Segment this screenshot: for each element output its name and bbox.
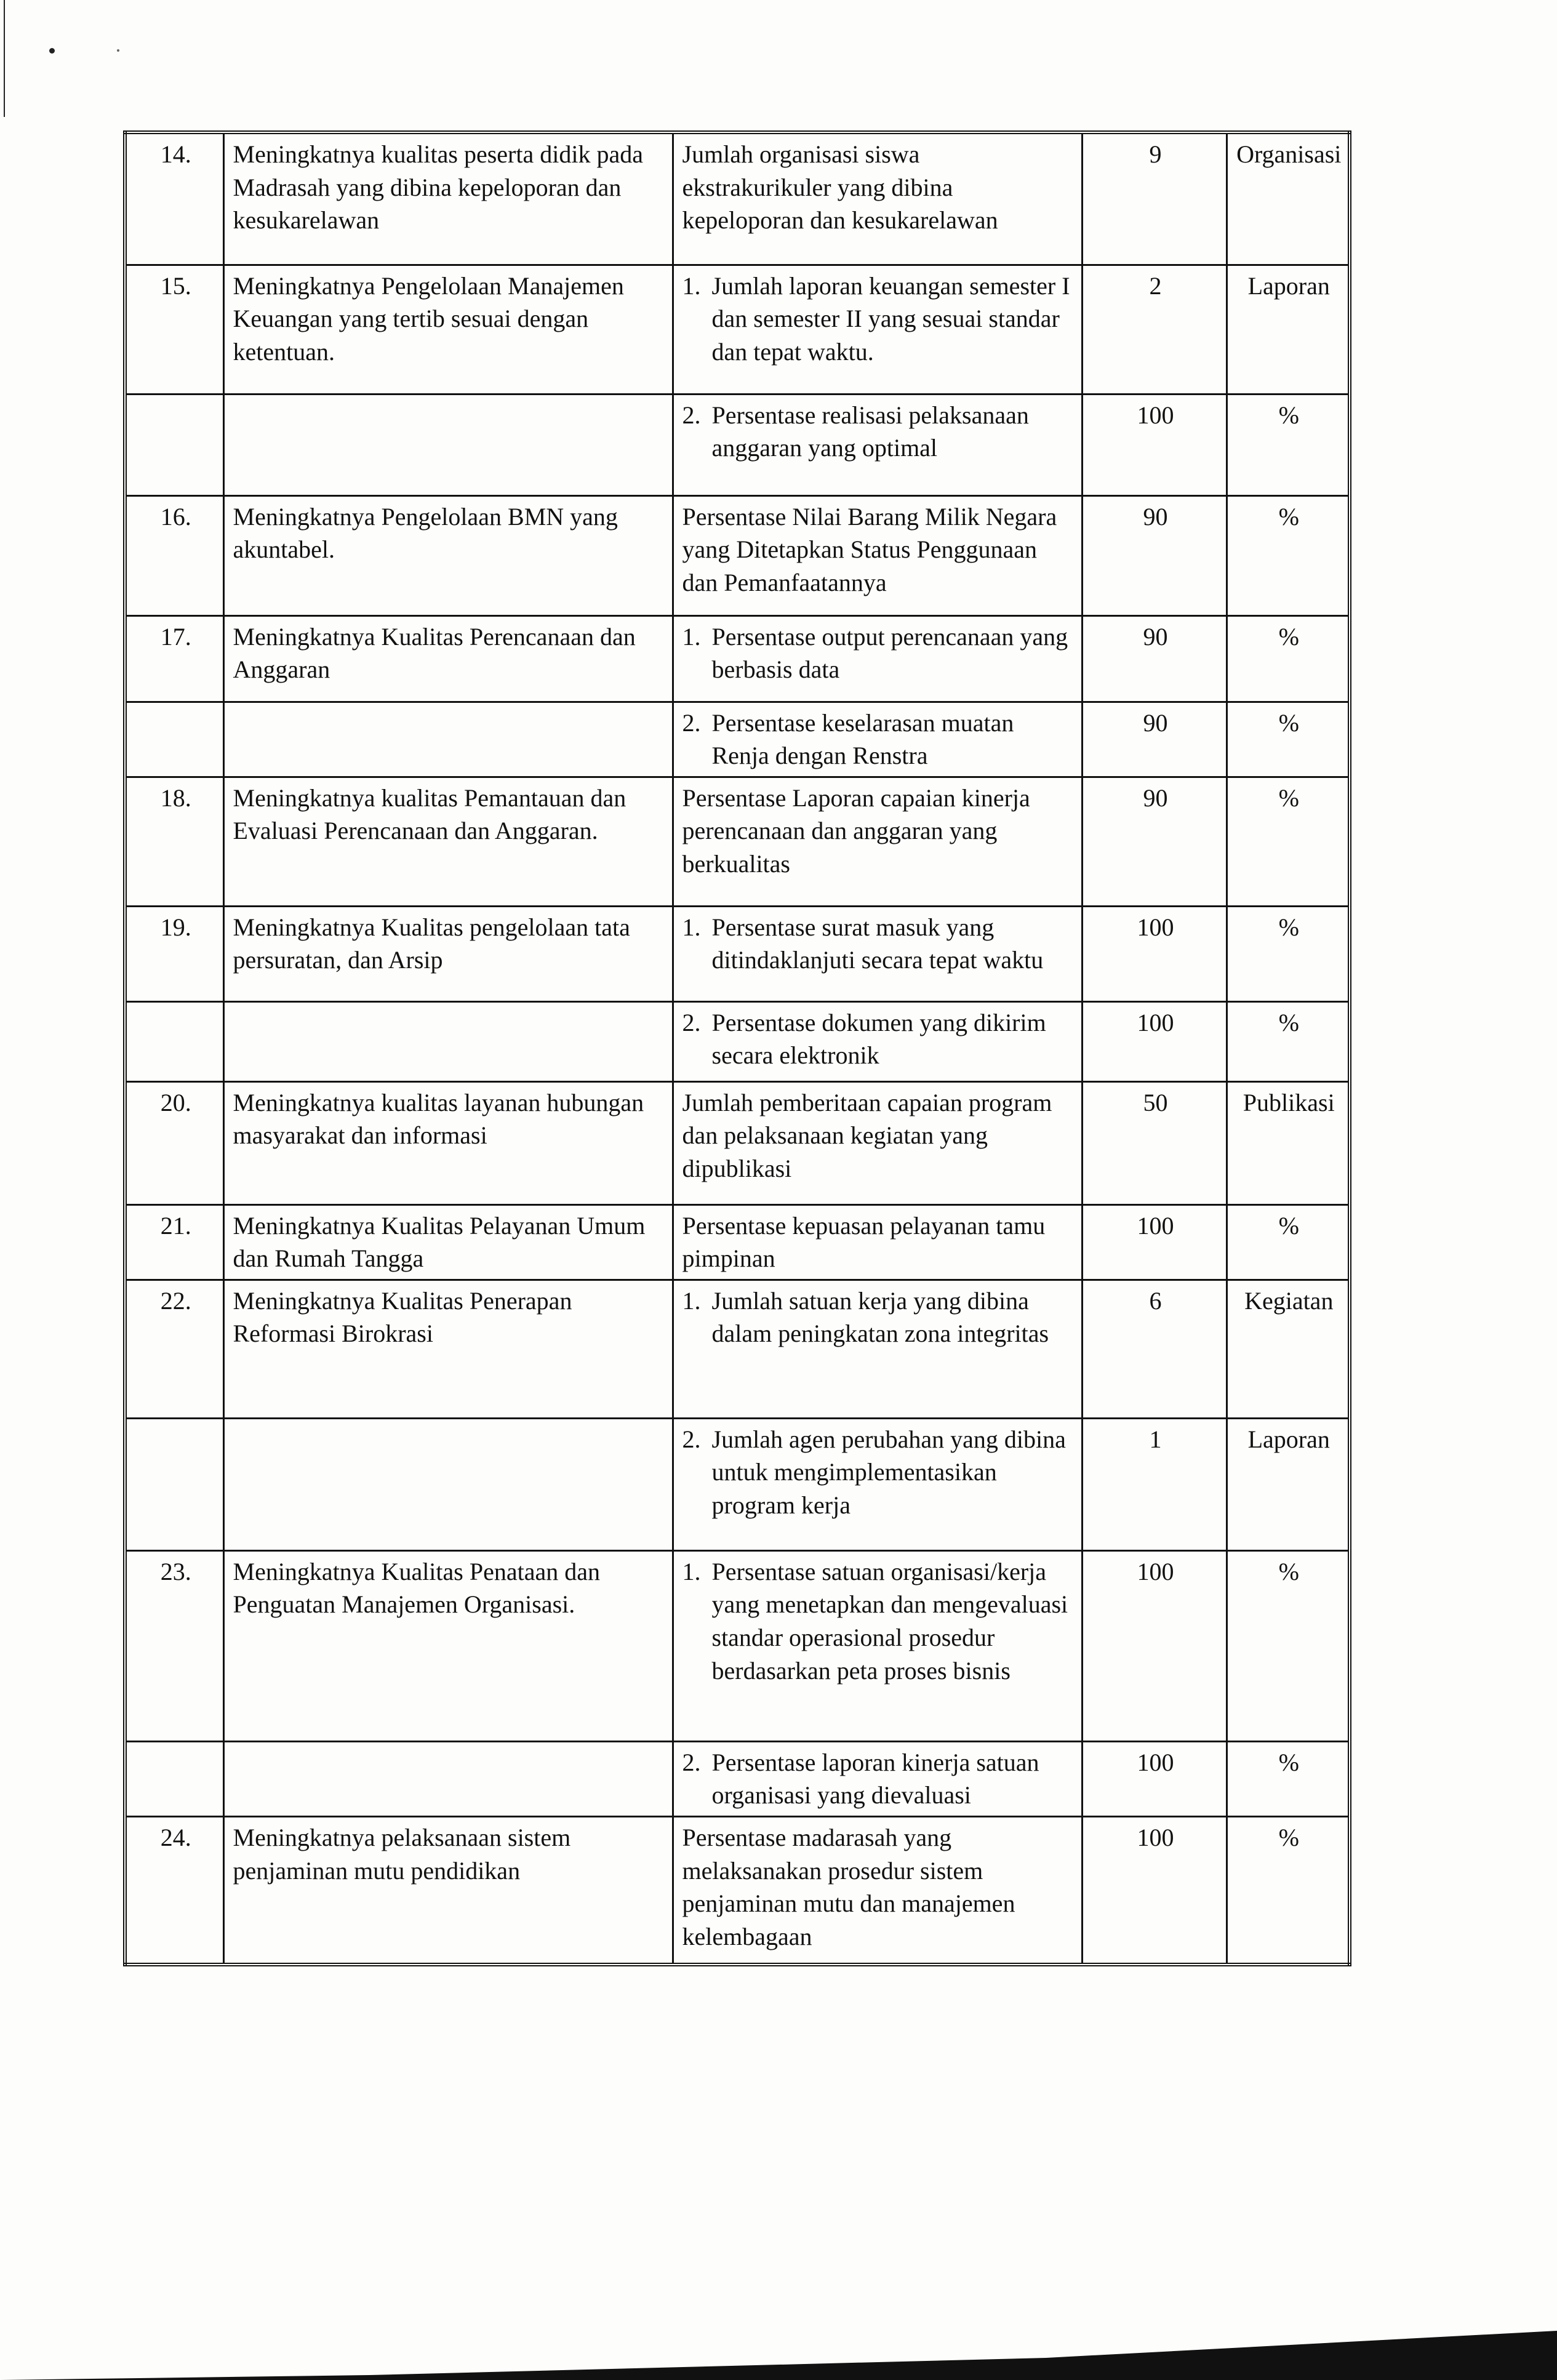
strategic-goal: Meningkatnya kualitas Pemantauan dan Evaluasi Perencanaan dan Anggaran. [223, 777, 673, 906]
row-number [125, 1418, 223, 1550]
table-row [125, 1550, 1350, 1741]
indicator-number: 2. [682, 401, 701, 429]
indicator-text: Persentase output perencanaan yang berbasis data [711, 622, 1068, 684]
indicator-text: Persentase satuan organisasi/kerja yang menetapkan dan mengevaluasi standar operasional prosedur berdasarkan peta proses bisnis [711, 1557, 1068, 1685]
target-value: 90 [1082, 702, 1227, 777]
row-number [125, 702, 223, 777]
strategic-goal [223, 394, 673, 495]
scan-bottom-shadow [0, 2306, 1557, 2380]
strategic-goal: Meningkatnya Kualitas Perencanaan dan Anggaran [223, 615, 673, 702]
performance-indicator [673, 1550, 1082, 1741]
performance-indicator [673, 906, 1082, 1001]
row-number [125, 1001, 223, 1081]
table-row [125, 1280, 1350, 1418]
target-unit: Publikasi [1227, 1081, 1350, 1204]
table-row [125, 1418, 1350, 1550]
target-value: 2 [1082, 265, 1227, 394]
indicator-text: Jumlah agen perubahan yang dibina untuk mengimplementasikan program kerja [711, 1425, 1066, 1520]
target-value: 100 [1082, 1741, 1227, 1816]
target-unit: Organisasi [1227, 132, 1350, 265]
strategic-goal: Meningkatnya kualitas layanan hubungan masyarakat dan informasi [223, 1081, 673, 1204]
row-number: 14. [125, 132, 223, 265]
target-value: 90 [1082, 777, 1227, 906]
indicator-text: Persentase laporan kinerja satuan organisasi yang dievaluasi [711, 1748, 1039, 1809]
row-number: 24. [125, 1817, 223, 1965]
target-unit: % [1227, 702, 1350, 777]
indicator-text: Jumlah satuan kerja yang dibina dalam peningkatan zona integritas [711, 1286, 1049, 1348]
scan-speck [117, 49, 119, 52]
target-unit: % [1227, 777, 1350, 906]
strategic-target-table [123, 130, 1351, 1966]
table-row [125, 265, 1350, 394]
row-number: 16. [125, 495, 223, 615]
indicator-number: 2. [682, 1008, 701, 1036]
strategic-goal: Meningkatnya kualitas peserta didik pada Madrasah yang dibina kepeloporan dan kesukarelawan [223, 132, 673, 265]
row-number: 17. [125, 615, 223, 702]
table-row [125, 1001, 1350, 1081]
scan-speck [49, 48, 55, 54]
performance-indicator [673, 1418, 1082, 1550]
table-row [125, 132, 1350, 265]
target-value: 100 [1082, 1817, 1227, 1965]
target-value: 9 [1082, 132, 1227, 265]
performance-indicator [673, 265, 1082, 394]
table-row [125, 702, 1350, 777]
target-unit: Laporan [1227, 1418, 1350, 1550]
target-value: 50 [1082, 1081, 1227, 1204]
row-number: 22. [125, 1280, 223, 1418]
indicator-number: 2. [682, 708, 701, 737]
table-row [125, 777, 1350, 906]
row-number: 15. [125, 265, 223, 394]
row-number: 19. [125, 906, 223, 1001]
target-value: 6 [1082, 1280, 1227, 1418]
performance-indicator [673, 702, 1082, 777]
target-unit: % [1227, 1550, 1350, 1741]
strategic-goal: Meningkatnya Kualitas pengelolaan tata persuratan, dan Arsip [223, 906, 673, 1001]
target-value: 100 [1082, 394, 1227, 495]
indicator-number: 1. [682, 1286, 701, 1315]
target-unit: % [1227, 394, 1350, 495]
indicator-number: 1. [682, 1557, 701, 1585]
target-unit: % [1227, 615, 1350, 702]
target-value: 90 [1082, 615, 1227, 702]
strategic-goal [223, 1741, 673, 1816]
table-row [125, 1741, 1350, 1816]
table-row [125, 906, 1350, 1001]
target-value: 1 [1082, 1418, 1227, 1550]
table-row [125, 1817, 1350, 1965]
target-unit: % [1227, 1001, 1350, 1081]
indicator-text: Persentase surat masuk yang ditindaklanjuti secara tepat waktu [711, 913, 1044, 974]
indicator-text: Jumlah laporan keuangan semester I dan semester II yang sesuai standar dan tepat waktu. [711, 271, 1070, 366]
performance-indicator [673, 615, 1082, 702]
table-row [125, 1204, 1350, 1280]
scan-edge-line [4, 0, 5, 117]
target-unit: % [1227, 1817, 1350, 1965]
target-unit: Kegiatan [1227, 1280, 1350, 1418]
row-number: 21. [125, 1204, 223, 1280]
strategic-goal: Meningkatnya Pengelolaan BMN yang akuntabel. [223, 495, 673, 615]
indicator-text: Persentase keselarasan muatan Renja dengan Renstra [711, 708, 1014, 770]
performance-indicator [673, 1001, 1082, 1081]
indicator-text: Persentase dokumen yang dikirim secara elektronik [711, 1008, 1046, 1070]
target-unit: % [1227, 906, 1350, 1001]
target-value: 100 [1082, 1550, 1227, 1741]
performance-indicator: Persentase madarasah yang melaksanakan prosedur sistem penjaminan mutu dan manajemen kelembagaan [673, 1817, 1082, 1965]
strategic-goal: Meningkatnya Kualitas Pelayanan Umum dan Rumah Tangga [223, 1204, 673, 1280]
indicator-number: 2. [682, 1425, 701, 1453]
performance-indicator [673, 1280, 1082, 1418]
table-row [125, 615, 1350, 702]
table-row [125, 394, 1350, 495]
target-unit: % [1227, 1741, 1350, 1816]
performance-indicator [673, 1741, 1082, 1816]
row-number: 20. [125, 1081, 223, 1204]
row-number: 18. [125, 777, 223, 906]
indicator-number: 1. [682, 271, 701, 300]
strategic-goal [223, 702, 673, 777]
row-number [125, 394, 223, 495]
strategic-goal: Meningkatnya Kualitas Penataan dan Penguatan Manajemen Organisasi. [223, 1550, 673, 1741]
target-value: 100 [1082, 906, 1227, 1001]
target-value: 100 [1082, 1204, 1227, 1280]
performance-indicator: Jumlah pemberitaan capaian program dan pelaksanaan kegiatan yang dipublikasi [673, 1081, 1082, 1204]
target-unit: Laporan [1227, 265, 1350, 394]
performance-indicator: Persentase Nilai Barang Milik Negara yang Ditetapkan Status Penggunaan dan Pemanfaatannya [673, 495, 1082, 615]
table-row [125, 1081, 1350, 1204]
performance-indicator: Jumlah organisasi siswa ekstrakurikuler yang dibina kepeloporan dan kesukarelawan [673, 132, 1082, 265]
indicator-number: 1. [682, 913, 701, 941]
performance-indicator: Persentase Laporan capaian kinerja perencanaan dan anggaran yang berkualitas [673, 777, 1082, 906]
indicator-text: Persentase realisasi pelaksanaan anggaran yang optimal [711, 401, 1029, 462]
strategic-goal: Meningkatnya Pengelolaan Manajemen Keuangan yang tertib sesuai dengan ketentuan. [223, 265, 673, 394]
strategic-goal [223, 1001, 673, 1081]
strategic-goal: Meningkatnya pelaksanaan sistem penjaminan mutu pendidikan [223, 1817, 673, 1965]
row-number [125, 1741, 223, 1816]
target-unit: % [1227, 495, 1350, 615]
target-unit: % [1227, 1204, 1350, 1280]
table-row [125, 495, 1350, 615]
strategic-goal: Meningkatnya Kualitas Penerapan Reformasi Birokrasi [223, 1280, 673, 1418]
strategic-goal [223, 1418, 673, 1550]
indicator-number: 2. [682, 1748, 701, 1776]
performance-indicator: Persentase kepuasan pelayanan tamu pimpinan [673, 1204, 1082, 1280]
row-number: 23. [125, 1550, 223, 1741]
target-value: 90 [1082, 495, 1227, 615]
performance-indicator [673, 394, 1082, 495]
indicator-number: 1. [682, 622, 701, 651]
target-value: 100 [1082, 1001, 1227, 1081]
